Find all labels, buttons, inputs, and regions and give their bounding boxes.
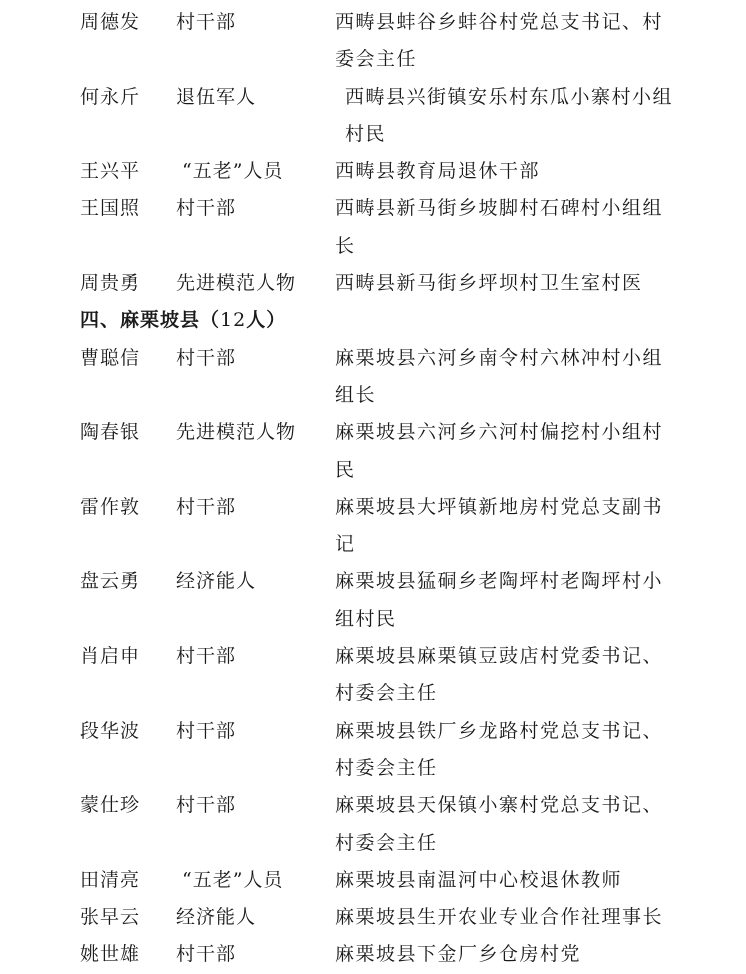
person-category: 先进模范人物 [176,421,297,444]
person-unit: 西畴县新马街乡坡脚村石碑村小组组长 [335,197,664,257]
person-unit: 麻栗坡县猛硐乡老陶坪村老陶坪村小组村民 [335,570,664,630]
person-unit: 麻栗坡县生开农业专业合作社理事长 [335,906,664,929]
person-name: 陶春银 [80,421,141,444]
person-unit: 麻栗坡县六河乡南令村六林冲村小组组长 [335,346,664,406]
roster-row [0,340,746,415]
person-name: 周贵勇 [80,272,141,295]
person-category: 经济能人 [176,906,257,929]
person-name: 姚世雄 [80,943,141,966]
person-category: 村干部 [176,495,237,518]
roster-row [0,862,746,899]
person-name: 王兴平 [80,160,141,183]
roster-row [0,936,746,973]
person-name: 王国照 [80,197,141,220]
person-unit: 麻栗坡县天保镇小寨村党总支书记、村委会主任 [335,794,664,854]
person-unit: 麻栗坡县铁厂乡龙路村党总支书记、村委会主任 [335,719,664,779]
person-category: “五老”人员 [182,868,284,891]
person-name: 曹聪信 [80,346,141,369]
roster-row [0,4,746,79]
person-unit: 西畴县蚌谷乡蚌谷村党总支书记、村委会主任 [335,11,664,71]
roster-row [0,265,746,302]
person-category: 村干部 [176,645,237,668]
roster-list [0,4,746,974]
person-name: 田清亮 [80,868,141,891]
person-unit: 麻栗坡县六河乡六河村偏挖村小组村民 [335,421,664,481]
person-unit: 麻栗坡县麻栗镇豆豉店村党委书记、村委会主任 [335,645,664,705]
person-category: “五老”人员 [182,160,284,183]
roster-row [0,713,746,788]
person-unit: 麻栗坡县大坪镇新地房村党总支副书记 [335,495,664,556]
roster-row [0,638,746,713]
person-unit: 麻栗坡县南温河中心校退休教师 [335,868,623,891]
person-name: 段华波 [80,719,141,742]
person-name: 肖启申 [80,645,141,668]
section-heading [0,302,746,339]
person-category: 经济能人 [176,570,257,593]
section-count: 12 [220,309,247,332]
roster-row [0,190,746,265]
person-unit: 西畴县教育局退休干部 [335,160,541,183]
person-category: 村干部 [176,346,237,369]
person-category: 村干部 [176,11,237,33]
roster-row [0,787,746,862]
person-unit: 西畴县兴街镇安乐村东瓜小寨村小组村民 [345,85,674,145]
person-unit: 麻栗坡县下金厂乡仓房村党 [335,943,582,966]
person-name: 蒙仕珍 [80,794,141,817]
roster-row [0,153,746,190]
roster-row [0,79,746,154]
person-category: 先进模范人物 [176,272,297,295]
person-category: 退伍军人 [176,85,257,108]
roster-row [0,414,746,489]
person-category: 村干部 [176,197,237,220]
section-label: 四、麻栗坡县（ [80,309,221,332]
person-unit: 西畴县新马街乡坪坝村卫生室村医 [335,272,643,295]
person-name: 何永斤 [80,85,141,108]
section-suffix: 人） [246,309,287,332]
person-name: 周德发 [80,11,141,33]
person-category: 村干部 [176,719,237,742]
person-name: 盘云勇 [80,570,141,593]
roster-row [0,489,746,564]
person-name: 张早云 [80,906,141,929]
roster-row [0,563,746,638]
person-name: 雷作敦 [80,495,141,518]
roster-row [0,899,746,936]
person-category: 村干部 [176,794,237,817]
person-category: 村干部 [176,943,237,966]
